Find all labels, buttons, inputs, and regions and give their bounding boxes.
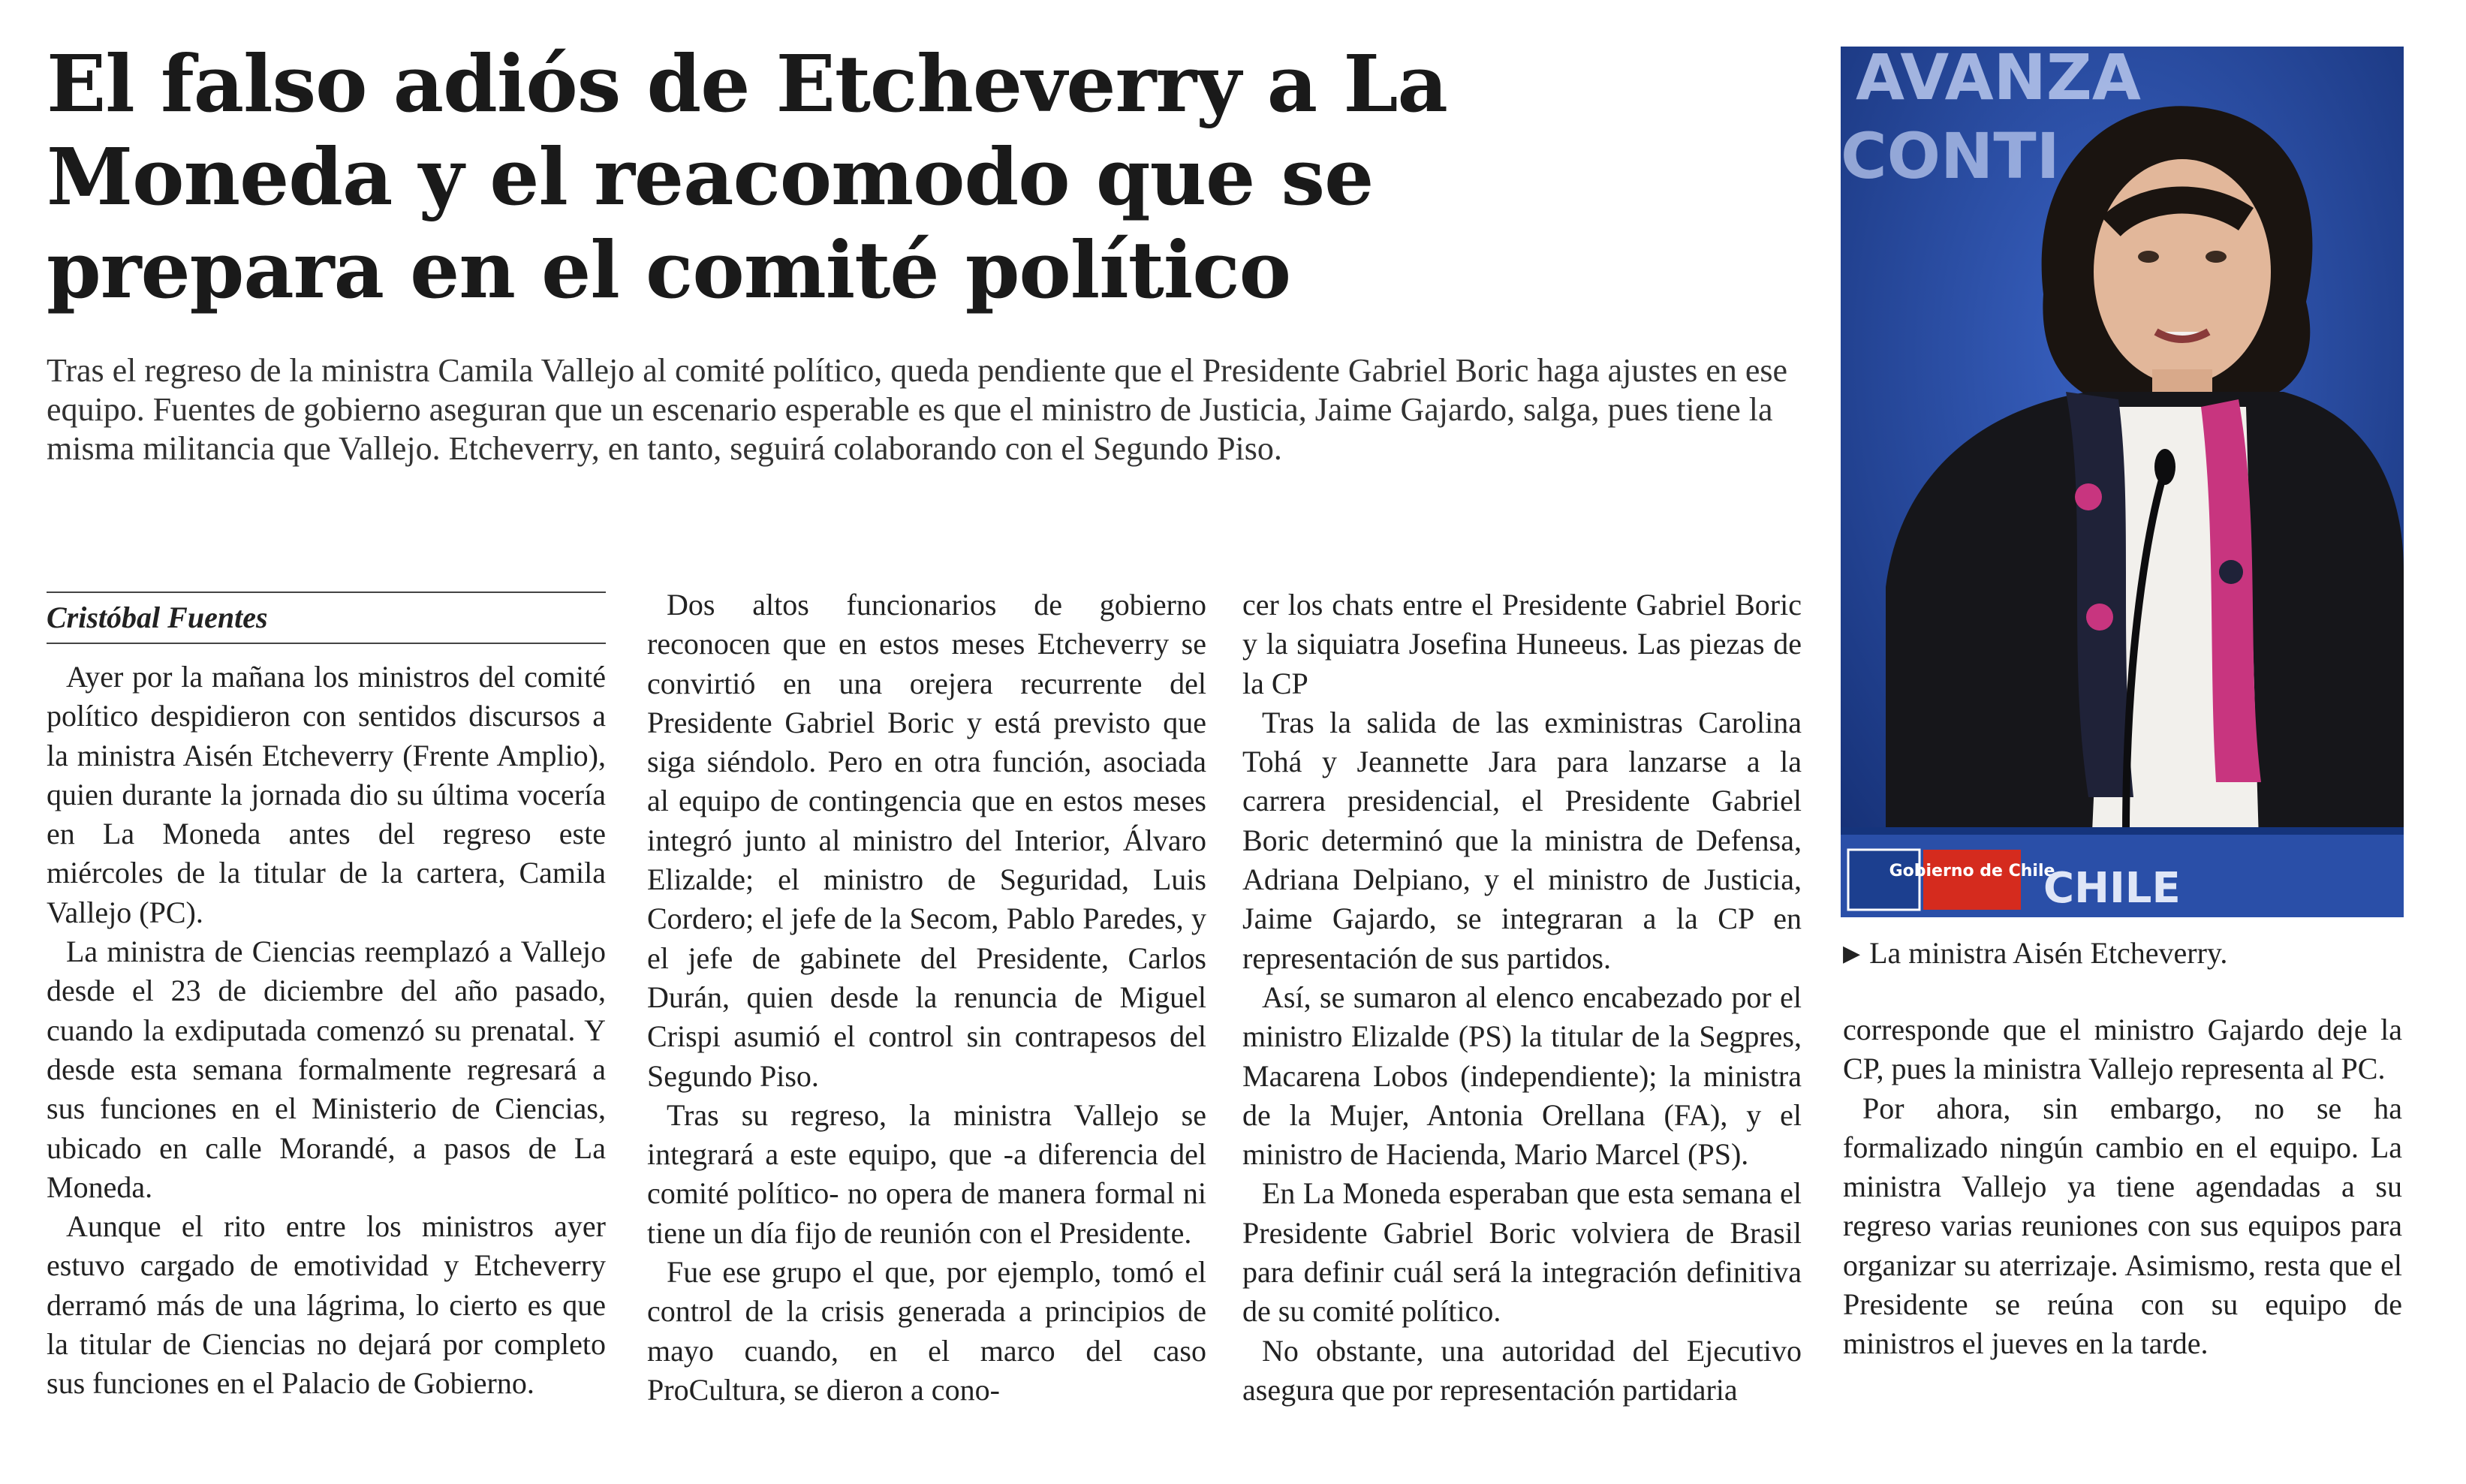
paragraph: Ayer por la mañana los ministros del comité político despidieron con sentidos discursos a la ministra Aisén Etcheverry (Frente Amplio), quien durante la jornada dio su última vocería en La Moneda antes del regreso este miércoles de la titular de la cartera, Camila Vallejo (PC). [47, 660, 606, 929]
byline: Cristóbal Fuentes [47, 601, 268, 634]
paragraph: Así, se sumaron al elenco encabezado por el ministro Elizalde (PS) la titular de la Segpres, Macarena Lobos (independiente); la ministra de la Mujer, Antonia Orellana (FA), y el ministro de Hacienda, Mario Marcel (PS). [1242, 980, 1802, 1172]
deck-summary: Tras el regreso de la ministra Camila Vallejo al comité político, queda pendiente que el Presidente Gabriel Boric haga ajustes en ese equipo. Fuentes de gobierno aseguran que un escenario esperable es que el ministro de Justicia, Jaime Gajardo, salga, pues tiene la misma militancia que Vallejo. Etcheverry, en tanto, seguirá colaborando con el Segundo Piso. [47, 352, 1788, 467]
paragraph: corresponde que el ministro Gajardo deje la CP, pues la ministra Vallejo representa al PC. [1843, 1013, 2402, 1086]
paragraph: Tras la salida de las exministras Carolina Tohá y Jeannette Jara para lanzarse a la carrera presidencial, el Presidente Gabriel Boric determinó que la ministra de Defensa, Adriana Delpiano, y el ministro de Justicia, Jaime Gajardo, se integraran a la CP en representación de sus partidos. [1242, 705, 1802, 975]
body-column-1 [47, 658, 606, 1404]
paragraph: Fue ese grupo el que, por ejemplo, tomó el control de la crisis generada a principios de mayo cuando, en el marco del caso ProCultura, se dieron a cono- [647, 1255, 1206, 1407]
body-column-2 [647, 585, 1206, 1410]
paragraph: Dos altos funcionarios de gobierno reconocen que en estos meses Etcheverry se convirtió en una orejera recurrente del Presidente Gabriel Boric y está previsto que siga siéndolo. Pero en otra función, asociada al equipo de contingencia que en estos meses integró junto al ministro del Interior, Álvaro Elizalde; el ministro de Seguridad, Luis Cordero; el jefe de la Secom, Pablo Paredes, y el jefe de gabinete del Presidente, Carlos Durán, quien desde la renuncia de Miguel Crispi asumió el control sin contrapesos del Segundo Piso. [647, 588, 1206, 1093]
podium-logo: Gobierno de Chile [1889, 862, 2055, 880]
paragraph: La ministra de Ciencias reemplazó a Vallejo desde el 23 de diciembre del año pasado, cuando la exdiputada comenzó su prenatal. Y desde esta semana formalmente regresará a sus funciones en el Ministerio de Ciencias, ubicado en calle Morandé, a pasos de La Moneda. [47, 935, 606, 1204]
paragraph: cer los chats entre el Presidente Gabriel Boric y la siquiatra Josefina Huneeus. Las piezas de la CP [1242, 588, 1802, 700]
backdrop-text-top: AVANZA [1856, 47, 2141, 114]
caption-text: La ministra Aisén Etcheverry. [1869, 936, 2228, 970]
paragraph: Tras su regreso, la ministra Vallejo se integrará a este equipo, que -a diferencia del comité político- no opera de manera formal ni tiene un día fijo de reunión con el Presidente. [647, 1097, 1206, 1250]
minister-photo [1841, 47, 2404, 917]
paragraph: Por ahora, sin embargo, no se ha formalizado ningún cambio en el equipo. La ministra Vallejo ya tiene agendadas a su regreso varias reuniones con sus equipos para organizar su aterrizaje. Asimismo, resta que el Presidente se reúna con su equipo de ministros el jueves en la tarde. [1843, 1091, 2402, 1361]
byline-box [47, 591, 606, 644]
backdrop-text-mid: CONTI [1841, 119, 2060, 193]
headline: El falso adiós de Etcheverry a La Moneda y el reacomodo que se prepara en el comité político [47, 38, 1447, 316]
paragraph: Aunque el rito entre los ministros ayer estuvo cargado de emotividad y Etcheverry derramó más de una lágrima, lo cierto es que la titular de Ciencias no dejará por completo sus funciones en el Palacio de Gobierno. [47, 1209, 606, 1401]
paragraph: No obstante, una autoridad del Ejecutivo asegura que por representación partidaria [1242, 1333, 1802, 1407]
paragraph: En La Moneda esperaban que esta semana el Presidente Gabriel Boric volviera de Brasil para definir cuál será la integración definitiva de su comité político. [1242, 1176, 1802, 1329]
body-column-4 [1843, 1010, 2402, 1364]
podium-text: CHILE [2043, 864, 2181, 913]
body-column-3 [1242, 585, 1802, 1410]
photo-caption [1843, 935, 2406, 973]
caption-arrow-icon: ▶ [1843, 941, 1861, 966]
